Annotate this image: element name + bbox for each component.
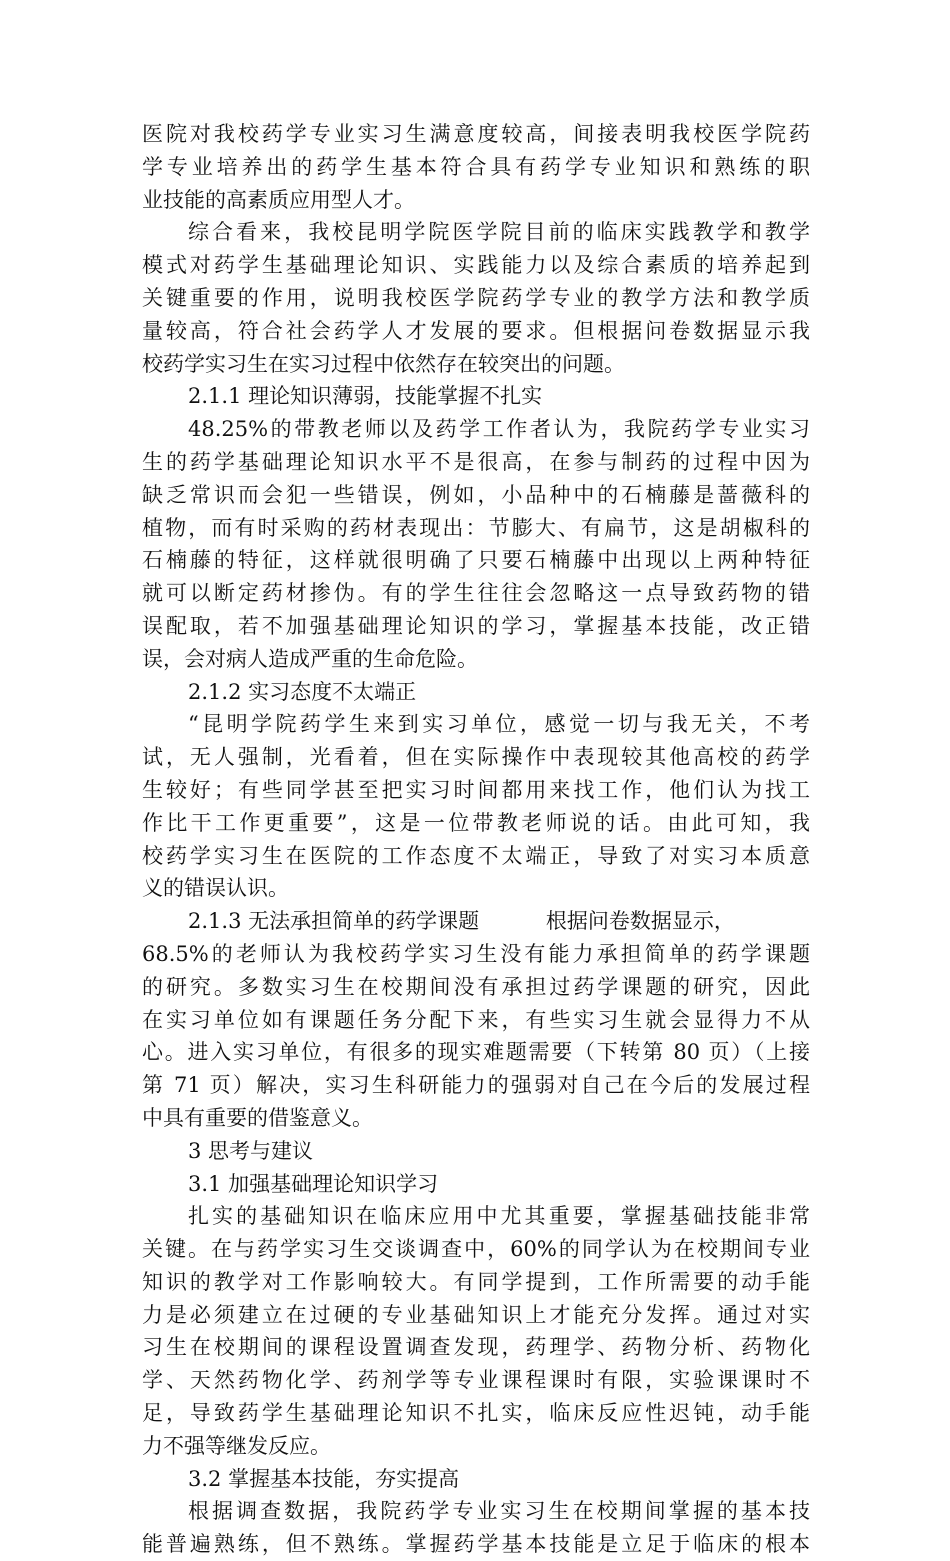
text-line: 第 71 页）解决，实习生科研能力的强弱对自己在今后的发展过程 bbox=[142, 1073, 810, 1098]
text-line: 石楠藤的特征，这样就很明确了只要石楠藤中出现以上两种特征 bbox=[142, 548, 810, 573]
text-line: “昆明学院药学生来到实习单位，感觉一切与我无关，不考 bbox=[188, 712, 810, 737]
text-line: 医院对我校药学专业实习生满意度较高，间接表明我校医学院药 bbox=[142, 122, 810, 146]
text-line: 校药学实习生在实习过程中依然存在较突出的问题。 bbox=[142, 351, 625, 376]
text-line: 学专业培养出的药学生基本符合具有药学专业知识和熟练的职 bbox=[142, 154, 810, 179]
heading-2-1-1 bbox=[142, 380, 810, 413]
text-line: 就可以断定药材掺伪。有的学生往往会忽略这一点导致药物的错 bbox=[142, 581, 810, 606]
text-line: 模式对药学生基础理论知识、实践能力以及综合素质的培养起到 bbox=[142, 253, 810, 278]
text-line: 扎实的基础知识在临床应用中尤其重要，掌握基础技能非常 bbox=[188, 1204, 810, 1229]
text-line: 2.1.3 无法承担简单的药学课题 根据问卷数据显示， bbox=[188, 909, 735, 934]
text-line: 综合看来，我校昆明学院医学院目前的临床实践教学和教学 bbox=[188, 220, 810, 245]
text-line: 植物，而有时采购的药材表现出：节膨大、有扁节，这是胡椒科的 bbox=[142, 515, 810, 540]
heading-3-1 bbox=[142, 1168, 810, 1201]
text-line: 足，导致药学生基础理论知识不扎实，临床反应性迟钝，动手能 bbox=[142, 1401, 810, 1426]
paragraph-p4 bbox=[142, 708, 810, 905]
text-line: 误配取，若不加强基础理论知识的学习，掌握基本技能，改正错 bbox=[142, 613, 810, 638]
text-line: 业技能的高素质应用型人才。 bbox=[142, 187, 415, 212]
text-line: 校药学实习生在医院的工作态度不太端正，导致了对实习本质意 bbox=[142, 843, 810, 868]
section-heading: 3 思考与建议 bbox=[188, 1138, 314, 1163]
document-page bbox=[142, 118, 810, 1561]
text-line: 力不强等继发反应。 bbox=[142, 1433, 331, 1458]
text-line: 生较好；有些同学甚至把实习时间都用来找工作，他们认为找工 bbox=[142, 777, 810, 802]
section-heading: 2.1.1 理论知识薄弱，技能掌握不扎实 bbox=[188, 384, 543, 409]
text-line: 关键。在与药学实习生交谈调查中，60%的同学认为在校期间专业 bbox=[142, 1237, 810, 1262]
text-line: 48.25%的带教老师以及药学工作者认为，我院药学专业实习 bbox=[188, 417, 810, 442]
section-heading: 3.1 加强基础理论知识学习 bbox=[188, 1171, 439, 1196]
heading-3 bbox=[142, 1135, 810, 1168]
text-line: 义的错误认识。 bbox=[142, 876, 289, 901]
section-heading: 3.2 掌握基本技能，夯实提高 bbox=[188, 1466, 460, 1491]
text-line: 缺乏常识而会犯一些错误，例如，小品种中的石楠藤是蔷薇科的 bbox=[142, 482, 810, 507]
heading-3-2 bbox=[142, 1463, 810, 1496]
text-line: 68.5%的老师认为我校药学实习生没有能力承担简单的药学课题 bbox=[142, 941, 810, 966]
text-line: 的研究。多数实习生在校期间没有承担过药学课题的研究，因此 bbox=[142, 974, 810, 999]
text-line: 试，无人强制，光看着，但在实际操作中表现较其他高校的药学 bbox=[142, 745, 810, 770]
paragraph-p7 bbox=[142, 1495, 810, 1561]
text-line: 学、天然药物化学、药剂学等专业课程课时有限，实验课课时不 bbox=[142, 1368, 810, 1393]
text-line: 习生在校期间的课程设置调查发现，药理学、药物分析、药物化 bbox=[142, 1335, 810, 1360]
text-line: 误，会对病人造成严重的生命危险。 bbox=[142, 646, 478, 671]
text-line: 知识的教学对工作影响较大。有同学提到，工作所需要的动手能 bbox=[142, 1269, 810, 1294]
section-heading: 2.1.2 实习态度不太端正 bbox=[188, 679, 417, 704]
text-line: 关键重要的作用，说明我校医学院药学专业的教学方法和教学质 bbox=[142, 285, 810, 310]
text-line: 作比干工作更重要”，这是一位带教老师说的话。由此可知，我 bbox=[142, 810, 810, 835]
paragraph-p5 bbox=[142, 905, 810, 1135]
text-line: 力是必须建立在过硬的专业基础知识上才能充分发挥。通过对实 bbox=[142, 1302, 810, 1327]
paragraph-p3 bbox=[142, 413, 810, 675]
text-line: 能普遍熟练，但不熟练。掌握药学基本技能是立足于临床的根本 bbox=[142, 1532, 810, 1557]
paragraph-p6 bbox=[142, 1200, 810, 1462]
text-line: 量较高，符合社会药学人才发展的要求。但根据问卷数据显示我 bbox=[142, 318, 810, 343]
text-line: 根据调查数据，我院药学专业实习生在校期间掌握的基本技 bbox=[188, 1499, 810, 1524]
text-line: 中具有重要的借鉴意义。 bbox=[142, 1105, 373, 1130]
paragraph-p2 bbox=[142, 216, 810, 380]
text-line: 心。进入实习单位，有很多的现实难题需要（下转第 80 页）（上接 bbox=[142, 1040, 810, 1065]
heading-2-1-2 bbox=[142, 676, 810, 709]
text-line: 生的药学基础理论知识水平不是很高，在参与制药的过程中因为 bbox=[142, 449, 810, 474]
text-line: 在实习单位如有课题任务分配下来，有些实习生就会显得力不从 bbox=[142, 1007, 810, 1032]
paragraph-p1 bbox=[142, 118, 810, 216]
